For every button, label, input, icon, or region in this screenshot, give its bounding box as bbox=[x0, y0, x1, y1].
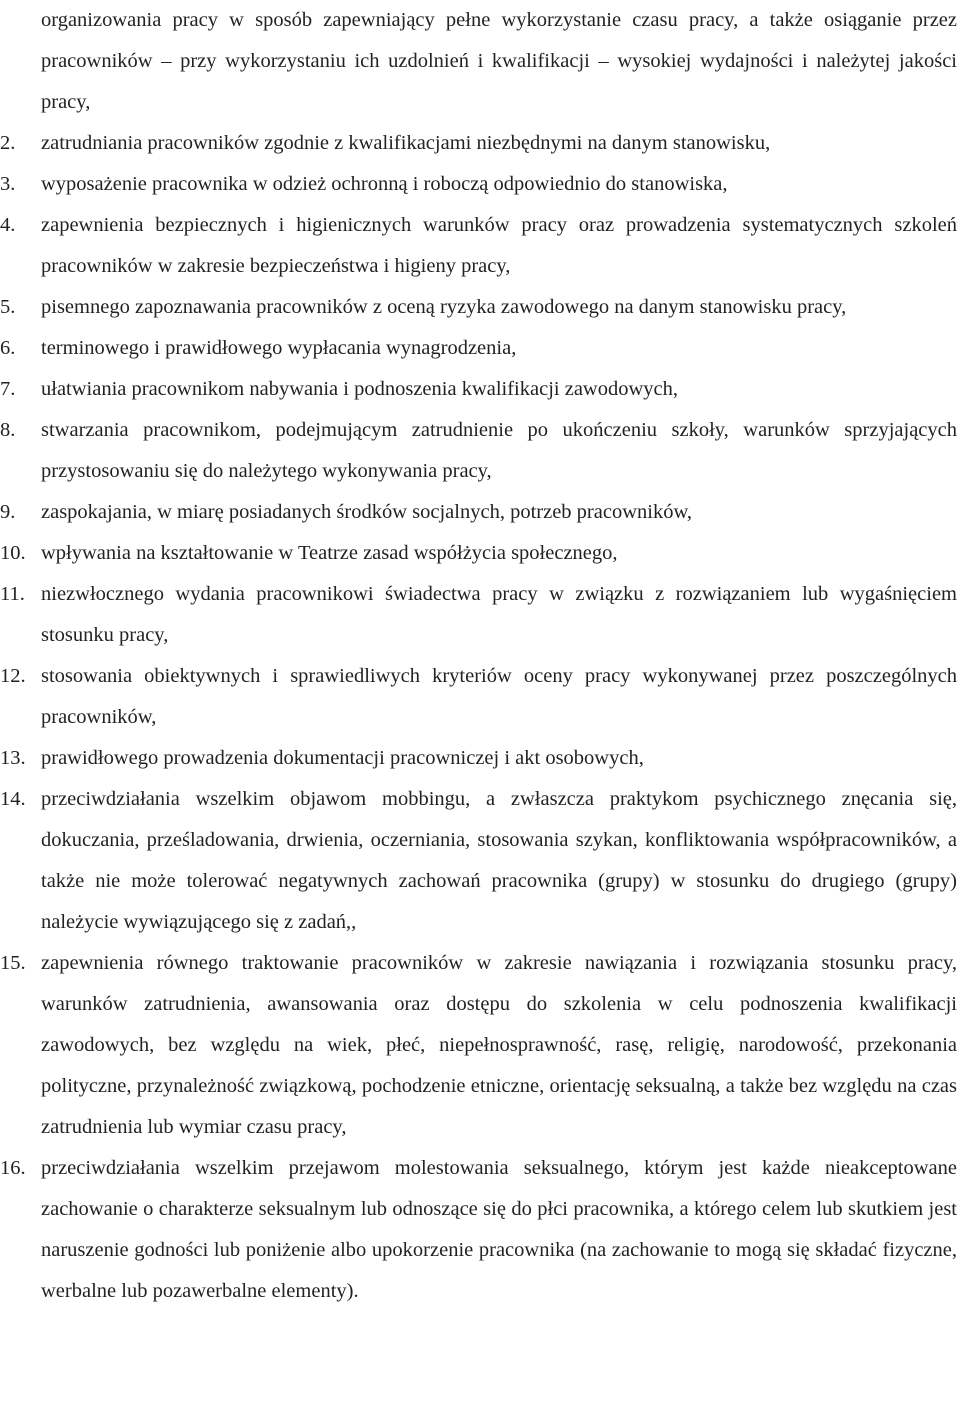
list-item-text: pisemnego zapoznawania pracowników z oceną ryzyka zawodowego na danym stanowisku pracy, bbox=[41, 296, 847, 318]
list-item bbox=[0, 287, 957, 328]
list-item-text: ułatwiania pracownikom nabywania i podnoszenia kwalifikacji zawodowych, bbox=[41, 378, 679, 400]
list-item-text: wpływania na kształtowanie w Teatrze zasad współżycia społecznego, bbox=[41, 542, 618, 564]
list-item bbox=[0, 164, 957, 205]
list-item-number: 3. bbox=[0, 173, 16, 195]
list-item-text: stwarzania pracownikom, podejmującym zatrudnienie po ukończeniu szkoły, warunków sprzyjających przystosowaniu się do należytego wykonywania pracy, bbox=[41, 419, 957, 482]
list-item-text: zapewnienia równego traktowanie pracowników w zakresie nawiązania i rozwiązania stosunku pracy, warunków zatrudnienia, awansowania oraz dostępu do szkolenia w celu podnoszenia kwalifikacji zawodowych, bez względu na wiek, płeć, niepełnosprawność, rasę, religię, narodowość, przekonania polityczne, przynależność związkową, pochodzenie etniczne, orientację seksualną, a także bez względu na czas zatrudnienia lub wymiar czasu pracy, bbox=[41, 952, 957, 1138]
list-item-number: 15. bbox=[0, 952, 26, 974]
list-item bbox=[0, 328, 957, 369]
list-item-text: niezwłocznego wydania pracownikowi świadectwa pracy w związku z rozwiązaniem lub wygaśnięciem stosunku pracy, bbox=[41, 583, 957, 646]
list-item bbox=[0, 574, 957, 656]
list-item bbox=[0, 123, 957, 164]
list-item-text: przeciwdziałania wszelkim przejawom molestowania seksualnego, którym jest każde nieakceptowane zachowanie o charakterze seksualnym lub odnoszące się do płci pracownika, a którego celem lub skutkiem jest naruszenie godności lub poniżenie albo upokorzenie pracownika (na zachowanie to mogą się składać fizyczne, werbalne lub pozawerbalne elementy). bbox=[41, 1157, 957, 1302]
list-item bbox=[0, 410, 957, 492]
list-item-number: 9. bbox=[0, 501, 16, 523]
list-item-number: 4. bbox=[0, 214, 16, 236]
list-item-continuation: organizowania pracy w sposób zapewniający pełne wykorzystanie czasu pracy, a także osiąganie przez pracowników – przy wykorzystaniu ich uzdolnień i kwalifikacji – wysokiej wydajności i należytej jakości pracy, bbox=[41, 9, 957, 113]
list-item-text: terminowego i prawidłowego wypłacania wynagrodzenia, bbox=[41, 337, 517, 359]
list-item bbox=[0, 369, 957, 410]
list-item-number: 7. bbox=[0, 378, 16, 400]
list-item-number: 16. bbox=[0, 1157, 26, 1179]
list-item-text: zatrudniania pracowników zgodnie z kwalifikacjami niezbędnymi na danym stanowisku, bbox=[41, 132, 771, 154]
list-item-number: 11. bbox=[0, 583, 25, 605]
list-item bbox=[0, 943, 957, 1148]
list-item-number: 10. bbox=[0, 542, 26, 564]
list-item-text: zapewnienia bezpiecznych i higienicznych warunków pracy oraz prowadzenia systematycznych szkoleń pracowników w zakresie bezpieczeństwa i higieny pracy, bbox=[41, 214, 957, 277]
list-item-text: stosowania obiektywnych i sprawiedliwych kryteriów oceny pracy wykonywanej przez poszczególnych pracowników, bbox=[41, 665, 957, 728]
obligations-list bbox=[0, 123, 960, 1312]
list-item-number: 12. bbox=[0, 665, 26, 687]
list-item bbox=[0, 738, 957, 779]
list-item bbox=[0, 1148, 957, 1312]
list-item bbox=[0, 492, 957, 533]
list-item-text: prawidłowego prowadzenia dokumentacji pracowniczej i akt osobowych, bbox=[41, 747, 644, 769]
list-item-text: zaspokajania, w miarę posiadanych środków socjalnych, potrzeb pracowników, bbox=[41, 501, 693, 523]
list-item bbox=[0, 656, 957, 738]
list-item-number: 6. bbox=[0, 337, 16, 359]
list-item bbox=[0, 533, 957, 574]
list-item-number: 2. bbox=[0, 132, 16, 154]
list-item bbox=[0, 779, 957, 943]
list-item-number: 13. bbox=[0, 747, 26, 769]
list-item bbox=[0, 205, 957, 287]
list-item-number: 5. bbox=[0, 296, 16, 318]
list-item-number: 8. bbox=[0, 419, 16, 441]
list-item-text: przeciwdziałania wszelkim objawom mobbingu, a zwłaszcza praktykom psychicznego znęcania się, dokuczania, prześladowania, drwienia, oczerniania, stosowania szykan, konfliktowania współpracowników, a także nie może tolerować negatywnych zachowań pracownika (grupy) w stosunku do drugiego (grupy) należycie wywiązującego się z zadań,, bbox=[41, 788, 957, 933]
list-item-text: wyposażenie pracownika w odzież ochronną i roboczą odpowiednio do stanowiska, bbox=[41, 173, 728, 195]
list-item-number: 14. bbox=[0, 788, 26, 810]
